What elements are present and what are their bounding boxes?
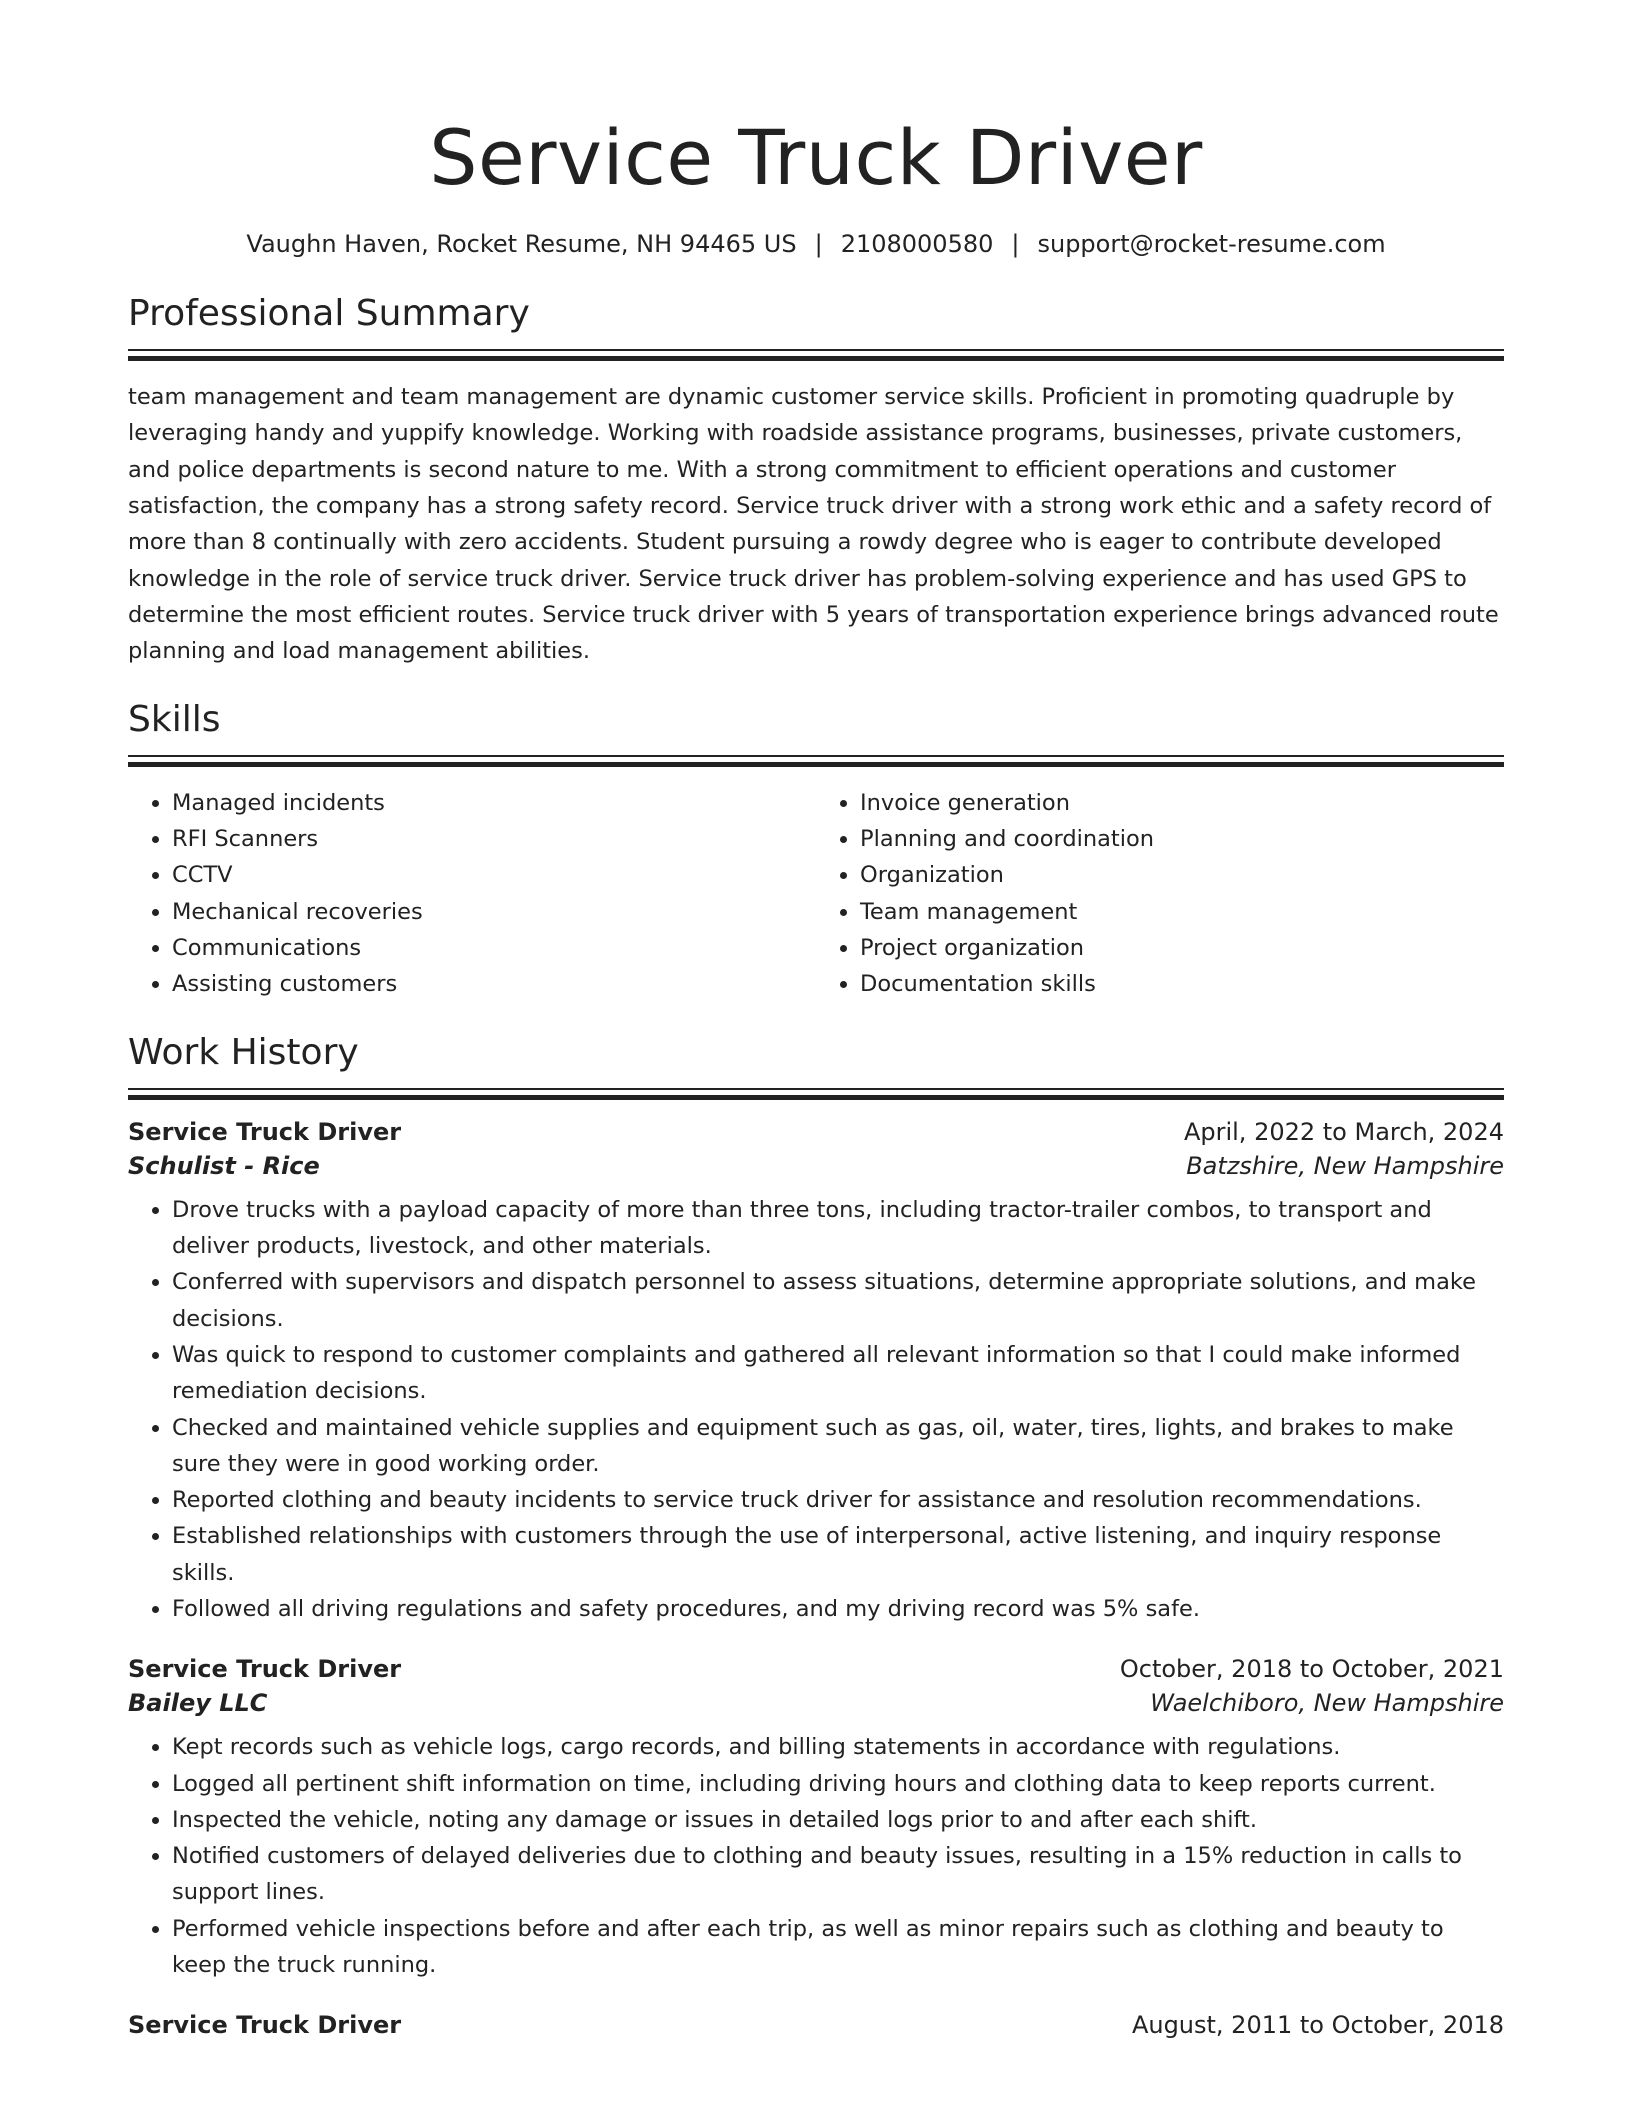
job-header [128,2011,1504,2039]
job-location: Waelchiboro, New Hampshire [1150,1689,1504,1718]
work-history-section [128,1031,1504,2040]
job-dates: April, 2022 to March, 2024 [1183,1117,1504,1146]
job-bullet: • Performed vehicle inspections before and after each trip, as well as minor repairs such as clothing and beauty to keep the truck running. [172,1911,1504,1984]
summary-text: team management and team management are dynamic customer service skills. Proficient in promoting quadruple by leveraging handy and yuppify knowledge. Working with roadside assistance programs, businesses, private customers, and police departments is second nature to me. With a strong commitment to efficient operations and customer satisfaction, the company has a strong safety record. Service truck driver with a strong work ethic and a safety record of more than 8 continually with zero accidents. Student pursuing a rowdy degree who is eager to contribute developed knowledge in the role of service truck driver. Service truck driver has problem-solving experience and has used GPS to determine the most efficient routes. Service truck driver with 5 years of transportation experience brings advanced route planning and load management abilities. [128,384,1499,665]
skill-item: • RFI Scanners [172,821,816,857]
skills-section [128,698,1504,1003]
job-bullet: • Was quick to respond to customer complaints and gathered all relevant information so that I could make informed remediation decisions. [172,1337,1504,1410]
skill-item: • Project organization [860,930,1504,966]
summary-section [128,292,1504,670]
skill-item: • Team management [860,894,1504,930]
job-entry [128,1655,1504,1983]
contact-email: support@rocket-resume.com [1037,230,1386,258]
skills-list-left [128,785,816,1003]
job-entry [128,2011,1504,2039]
section-heading-skills: Skills [128,698,221,740]
job-bullets [128,1192,1504,1628]
section-divider [128,1088,1504,1100]
job-bullet: • Conferred with supervisors and dispatch personnel to assess situations, determine appropriate solutions, and make decisions. [172,1264,1504,1337]
contact-line [128,230,1504,258]
job-title: Service Truck Driver [128,2011,402,2040]
contact-separator: | [814,230,823,258]
section-heading-summary: Professional Summary [128,293,530,334]
job-company: Schulist - Rice [128,1151,320,1180]
skill-item: • Documentation skills [860,966,1504,1002]
job-bullet: • Established relationships with customers through the use of interpersonal, active listening, and inquiry response skills. [172,1518,1504,1591]
section-divider [128,755,1504,767]
section-divider [128,349,1504,361]
resume-title: Service Truck Driver [429,113,1203,202]
skill-item: • Invoice generation [860,785,1504,821]
job-subheader [128,1689,1504,1717]
job-dates: October, 2018 to October, 2021 [1119,1655,1504,1684]
skill-item: • Organization [860,857,1504,893]
job-header [128,1118,1504,1146]
job-entry [128,1118,1504,1628]
job-dates: August, 2011 to October, 2018 [1131,2011,1504,2040]
skill-item: • Assisting customers [172,966,816,1002]
job-bullet: • Reported clothing and beauty incidents to service truck driver for assistance and resolution recommendations. [172,1482,1504,1518]
job-bullets [128,1729,1504,1983]
job-bullet: • Notified customers of delayed deliveries due to clothing and beauty issues, resulting in a 15% reduction in calls to support lines. [172,1838,1504,1911]
job-bullet: • Logged all pertinent shift information on time, including driving hours and clothing data to keep reports current. [172,1766,1504,1802]
contact-separator: | [1011,230,1020,258]
job-bullet: • Followed all driving regulations and safety procedures, and my driving record was 5% safe. [172,1591,1504,1627]
job-bullet: • Inspected the vehicle, noting any damage or issues in detailed logs prior to and after each shift. [172,1802,1504,1838]
job-company: Bailey LLC [128,1689,268,1718]
skills-list-right [816,785,1504,1003]
skills-columns [128,785,1504,1003]
job-subheader [128,1152,1504,1180]
job-header [128,1655,1504,1683]
job-bullet: • Drove trucks with a payload capacity of more than three tons, including tractor-trailer combos, to transport and deliver products, livestock, and other materials. [172,1192,1504,1265]
section-heading-work-history: Work History [128,1031,359,1073]
job-bullet: • Checked and maintained vehicle supplies and equipment such as gas, oil, water, tires, lights, and brakes to make sure they were in good working order. [172,1410,1504,1483]
job-location: Batzshire, New Hampshire [1186,1151,1504,1180]
job-bullet: • Kept records such as vehicle logs, cargo records, and billing statements in accordance with regulations. [172,1729,1504,1765]
skill-item: • Planning and coordination [860,821,1504,857]
skill-item: • Managed incidents [172,785,816,821]
skill-item: • CCTV [172,857,816,893]
skill-item: • Mechanical recoveries [172,894,816,930]
job-title: Service Truck Driver [128,1655,402,1684]
skill-item: • Communications [172,930,816,966]
contact-phone: 2108000580 [840,230,994,258]
contact-address: Vaughn Haven, Rocket Resume, NH 94465 US [246,230,797,258]
resume-page [128,113,1504,2040]
job-title: Service Truck Driver [128,1117,402,1146]
